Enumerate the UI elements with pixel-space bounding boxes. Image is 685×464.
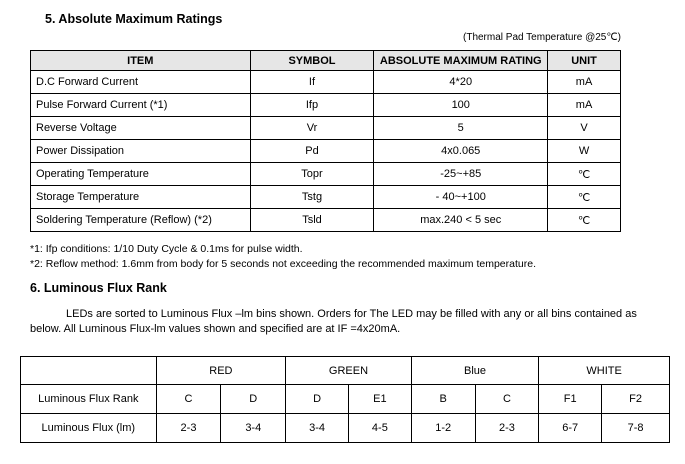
flux-cell: 7-8 (602, 414, 670, 443)
color-group-row (21, 357, 670, 385)
symbol-cell: Tstg (250, 186, 374, 209)
item-cell: Storage Temperature (31, 186, 251, 209)
item-cell: Operating Temperature (31, 163, 251, 186)
rank-cell: C (156, 385, 221, 414)
table-row (31, 186, 621, 209)
rank-cell: D (286, 385, 349, 414)
section6-paragraph-line1: LEDs are sorted to Luminous Flux –lm bins shown. Orders for The LED may be filled with any or all bins contained as (66, 308, 637, 320)
footnote-1: *1: Ifp conditions: 1/10 Duty Cycle & 0.1ms for pulse width. (30, 243, 303, 255)
unit-cell: W (548, 140, 621, 163)
symbol-cell: If (250, 71, 374, 94)
flux-cell: 4-5 (348, 414, 411, 443)
flux-cell: 2-3 (156, 414, 221, 443)
symbol-cell: Pd (250, 140, 374, 163)
symbol-cell: Vr (250, 117, 374, 140)
flux-cell: 3-4 (221, 414, 286, 443)
table-row (31, 140, 621, 163)
flux-cell: 3-4 (286, 414, 349, 443)
group-green: GREEN (286, 357, 412, 385)
table-row (31, 209, 621, 232)
luminous-flux-rank-table (20, 356, 670, 443)
group-blue: Blue (411, 357, 539, 385)
unit-cell: ℃ (548, 163, 621, 186)
group-red: RED (156, 357, 286, 385)
absolute-max-ratings-table (30, 50, 621, 232)
section6-paragraph-line2: below. All Luminous Flux-lm values shown and specified are at IF =4x20mA. (30, 323, 401, 335)
item-cell: Power Dissipation (31, 140, 251, 163)
footnote-2: *2: Reflow method: 1.6mm from body for 5 seconds not exceeding the recommended maximum temperature. (30, 258, 536, 270)
rank-cell: E1 (348, 385, 411, 414)
table-row (31, 163, 621, 186)
symbol-cell: Tsld (250, 209, 374, 232)
header-item: ITEM (31, 51, 251, 71)
item-cell: Pulse Forward Current (*1) (31, 94, 251, 117)
unit-cell: V (548, 117, 621, 140)
table-row (31, 117, 621, 140)
flux-row (21, 414, 670, 443)
unit-cell: ℃ (548, 186, 621, 209)
header-unit: UNIT (548, 51, 621, 71)
item-cell: Soldering Temperature (Reflow) (*2) (31, 209, 251, 232)
section6-title: 6. Luminous Flux Rank (30, 281, 167, 295)
flux-cell: 6-7 (539, 414, 602, 443)
unit-cell: mA (548, 71, 621, 94)
rating-cell: - 40~+100 (374, 186, 548, 209)
table-row (31, 94, 621, 117)
rank-cell: F1 (539, 385, 602, 414)
rank-label: Luminous Flux Rank (21, 385, 157, 414)
symbol-cell: Topr (250, 163, 374, 186)
thermal-pad-note: (Thermal Pad Temperature @25℃) (463, 32, 621, 43)
table-header-row (31, 51, 621, 71)
flux-label: Luminous Flux (lm) (21, 414, 157, 443)
item-cell: Reverse Voltage (31, 117, 251, 140)
unit-cell: mA (548, 94, 621, 117)
rank-row (21, 385, 670, 414)
rank-cell: D (221, 385, 286, 414)
rank-cell: C (475, 385, 539, 414)
corner-cell (21, 357, 157, 385)
group-white: WHITE (539, 357, 670, 385)
table-row (31, 71, 621, 94)
rating-cell: -25~+85 (374, 163, 548, 186)
rating-cell: 4*20 (374, 71, 548, 94)
rating-cell: 100 (374, 94, 548, 117)
rating-cell: max.240 < 5 sec (374, 209, 548, 232)
rank-cell: F2 (602, 385, 670, 414)
header-rating: ABSOLUTE MAXIMUM RATING (374, 51, 548, 71)
flux-cell: 2-3 (475, 414, 539, 443)
rating-cell: 5 (374, 117, 548, 140)
flux-cell: 1-2 (411, 414, 475, 443)
section5-title: 5. Absolute Maximum Ratings (45, 12, 223, 26)
unit-cell: ℃ (548, 209, 621, 232)
rating-cell: 4x0.065 (374, 140, 548, 163)
item-cell: D.C Forward Current (31, 71, 251, 94)
symbol-cell: Ifp (250, 94, 374, 117)
rank-cell: B (411, 385, 475, 414)
header-symbol: SYMBOL (250, 51, 374, 71)
